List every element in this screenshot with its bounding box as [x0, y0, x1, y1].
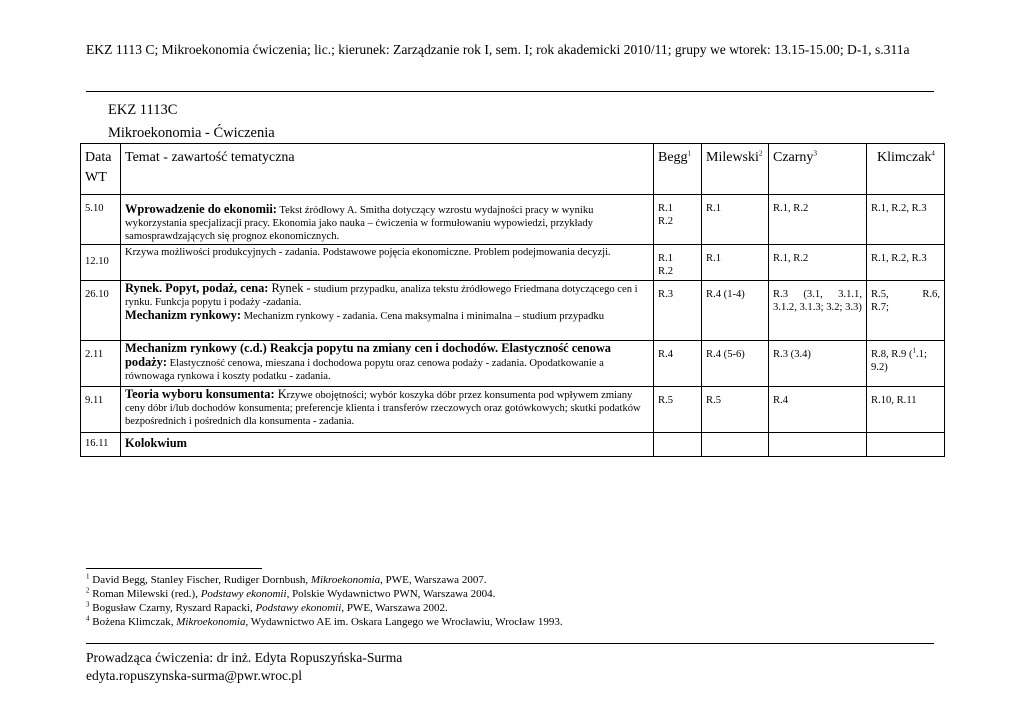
- footnote-title: Mikroekonomia: [310, 574, 381, 586]
- footnote-text: David Begg, Stanley Fischer, Rudiger Dornbush,: [92, 574, 311, 586]
- footnote-text: Bożena Klimczak,: [92, 616, 177, 628]
- lecturer-name: Prowadząca ćwiczenia: dr inż. Edyta Ropuszyńska-Surma: [86, 650, 403, 665]
- row-czarny: R.4: [769, 387, 867, 433]
- table-row: [81, 341, 945, 387]
- topic-text: Mechanizm rynkowy - zadania. Cena maksymalna i minimalna – studium przypadku: [240, 311, 605, 322]
- footnote-text: , PWE, Warszawa 2007.: [380, 574, 487, 586]
- lecturer-block: [86, 649, 402, 685]
- topic-text: Rynek -: [268, 281, 314, 295]
- row-czarny: R.3 (3.4): [769, 341, 867, 387]
- table-row: [81, 281, 945, 341]
- ref-value: R.1: [658, 253, 674, 264]
- col-header-begg: [654, 144, 702, 195]
- row-milewski: R.1: [702, 195, 769, 245]
- klimczak-label: Klimczak: [877, 150, 932, 165]
- footnote-number: 3: [86, 600, 90, 609]
- header-divider: [86, 91, 934, 92]
- milewski-label: Milewski: [706, 150, 759, 165]
- topic-heading: Teoria wyboru konsumenta:: [125, 387, 275, 401]
- footer-divider: [86, 643, 934, 644]
- topic-text: Krzywa możliwości produkcyjnych - zadania. Podstawowe pojęcia ekonomiczne. Problem podejmowania decyzji.: [125, 247, 611, 258]
- row-milewski: R.1: [702, 245, 769, 281]
- row-topic: [121, 195, 654, 245]
- row-klimczak: R.1, R.2, R.3: [867, 245, 945, 281]
- row-begg: [654, 433, 702, 457]
- ref-value: R.5,: [871, 289, 889, 300]
- footnote-text: Roman Milewski (red.),: [92, 588, 201, 600]
- row-date: 2.11: [81, 341, 121, 387]
- footnote-number: 4: [86, 614, 90, 623]
- col-header-milewski: [702, 144, 769, 195]
- footnote-title: Podstawy ekonomii: [255, 602, 342, 614]
- footnote-title: Podstawy ekonomii: [200, 588, 287, 600]
- row-klimczak: [867, 341, 945, 387]
- row-klimczak: R.10, R.11: [867, 387, 945, 433]
- table-row: [81, 387, 945, 433]
- ref-value: R.8, R.9 (: [871, 349, 913, 360]
- row-czarny: R.3 (3.1, 3.1.1, 3.1.2, 3.1.3; 3.2; 3.3): [769, 281, 867, 341]
- schedule-table: [80, 143, 945, 457]
- weekday-label: WT: [85, 170, 107, 185]
- row-milewski: R.5: [702, 387, 769, 433]
- footnote: [86, 587, 495, 601]
- topic-heading: Mechanizm rynkowy (c.d.) Reakcja popytu na zmiany cen i dochodów. Elastyczność cenowa podaży:: [125, 341, 611, 369]
- row-date: 12.10: [81, 245, 121, 281]
- footnote-ref: 3: [813, 149, 817, 158]
- col-header-klimczak: [867, 144, 945, 195]
- topic-text: studium przypadku, analiza tekstu źródłowego Friedmana dotyczącego cen i rynku. Funkcja popytu i podaży -zadania.: [125, 284, 638, 308]
- row-milewski: R.4 (1-4): [702, 281, 769, 341]
- table-header-row: [81, 144, 945, 195]
- topic-heading: Wprowadzenie do ekonomii:: [125, 202, 277, 216]
- ref-value: R.2: [658, 216, 674, 227]
- row-topic: [121, 387, 654, 433]
- ref-value: R.6,: [922, 289, 940, 300]
- topic-text: Tekst źródłowy A. Smitha dotyczący wzrostu wydajności pracy w wyniku wykorzystania specjalizacji pracy. Ekonomia jako nauka – ćwiczenia w formułowaniu wypowiedzi, przykłady samosprawdzających się prognoz ekonomicznych.: [125, 205, 594, 242]
- row-klimczak: R.1, R.2, R.3: [867, 195, 945, 245]
- topic-text: K: [274, 387, 287, 401]
- ref-value: R.7;: [871, 302, 889, 313]
- topic-heading: Rynek. Popyt, podaż, cena:: [125, 281, 269, 295]
- footnote-text: , Wydawnictwo AE im. Oskara Langego we Wrocławiu, Wrocław 1993.: [245, 616, 563, 628]
- row-begg: R.5: [654, 387, 702, 433]
- ref-value: 1: [912, 346, 916, 355]
- table-row: [81, 195, 945, 245]
- row-czarny: R.1, R.2: [769, 245, 867, 281]
- row-topic: [121, 341, 654, 387]
- footnote-ref: 2: [758, 149, 763, 158]
- row-date: 5.10: [81, 195, 121, 245]
- footnote-text: Bogusław Czarny, Ryszard Rapacki,: [92, 602, 256, 614]
- footnote-text: , PWE, Warszawa 2002.: [341, 602, 448, 614]
- footnote-ref: 1: [687, 149, 692, 158]
- topic-text: rzywe obojętności; wybór koszyka dóbr przez konsumenta pod wpływem zmiany ceny dóbr i/lub dochodów konsumenta; preferencje klienta i transferów rzeczowych oraz gotówkowych; skutki podatków bezpośrednich i pośrednich dla konsumenta - zadania.: [125, 390, 641, 427]
- row-begg: R.4: [654, 341, 702, 387]
- footnote-title: Mikroekonomia: [176, 616, 246, 628]
- row-begg: R.3: [654, 281, 702, 341]
- lecturer-email[interactable]: edyta.ropuszynska-surma@pwr.wroc.pl: [86, 668, 302, 683]
- col-header-czarny: [769, 144, 867, 195]
- row-klimczak: [867, 433, 945, 457]
- footnote-number: 1: [86, 572, 90, 581]
- footnote-number: 2: [86, 586, 90, 595]
- col-header-topic: Temat - zawartość tematyczna: [121, 144, 654, 195]
- table-row: [81, 245, 945, 281]
- footnote: [86, 601, 448, 615]
- row-milewski: R.4 (5-6): [702, 341, 769, 387]
- row-klimczak: [867, 281, 945, 341]
- table-row: [81, 433, 945, 457]
- row-topic: [121, 281, 654, 341]
- row-date: 16.11: [81, 433, 121, 457]
- row-czarny: R.1, R.2: [769, 195, 867, 245]
- begg-label: Begg: [658, 150, 688, 165]
- row-date: 9.11: [81, 387, 121, 433]
- topic-heading: Mechanizm rynkowy:: [125, 308, 241, 322]
- ref-value: R.1: [658, 203, 674, 214]
- footnote: [86, 615, 563, 629]
- row-begg: [654, 245, 702, 281]
- topic-text: Elastyczność cenowa, mieszana i dochodowa popytu oraz cenowa podaży - zadania. Opodatkowanie a równowaga rynkowa i koszty podatku - zadania.: [125, 358, 604, 382]
- date-header-label: Data: [85, 150, 112, 165]
- course-code: EKZ 1113C: [108, 102, 178, 118]
- czarny-label: Czarny: [773, 150, 814, 165]
- course-title: Mikroekonomia - Ćwiczenia: [108, 125, 275, 141]
- row-topic: [121, 245, 654, 281]
- footnote: [86, 573, 487, 587]
- footnote-separator: [86, 568, 262, 569]
- topic-heading: Kolokwium: [125, 436, 187, 450]
- row-date: 26.10: [81, 281, 121, 341]
- row-topic: [121, 433, 654, 457]
- row-begg: [654, 195, 702, 245]
- footnote-ref: 4: [931, 149, 935, 158]
- col-header-date: [81, 144, 121, 195]
- row-czarny: [769, 433, 867, 457]
- ref-value: R.2: [658, 266, 674, 277]
- footnote-text: , Polskie Wydawnictwo PWN, Warszawa 2004.: [286, 588, 496, 600]
- ref-value: .1; 9.2): [871, 349, 927, 373]
- document-header: EKZ 1113 C; Mikroekonomia ćwiczenia; lic.; kierunek: Zarządzanie rok I, sem. I; rok akademicki 2010/11; grupy we wtorek: 13.15-15.00; D-1, s.311a: [86, 42, 910, 57]
- row-milewski: [702, 433, 769, 457]
